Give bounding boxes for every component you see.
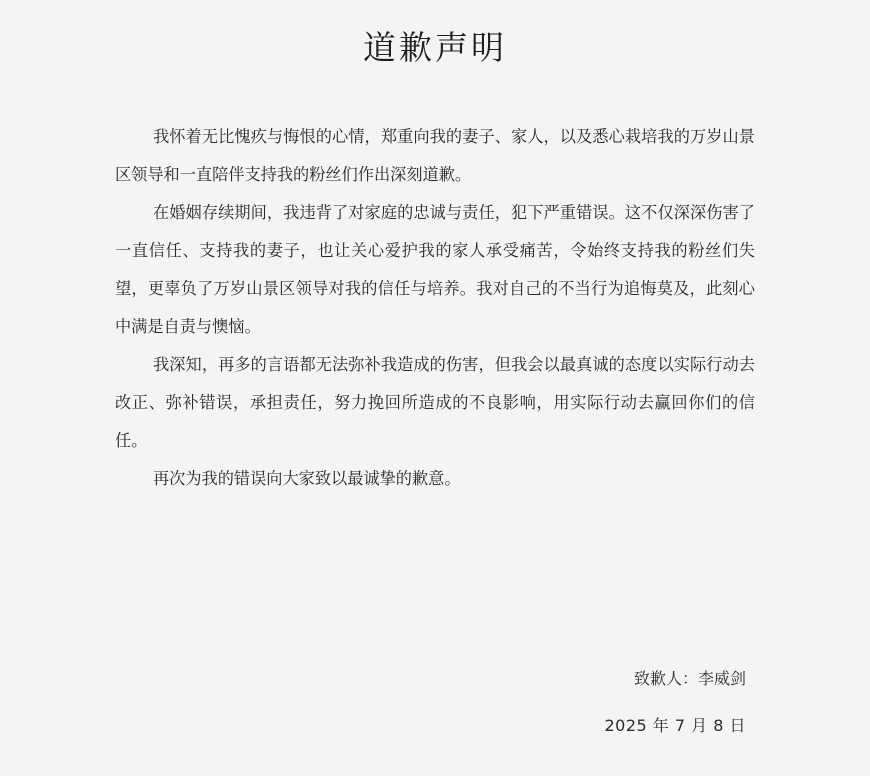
signature: 致歉人：李威剑 [633, 669, 746, 688]
document-title: 道歉声明 [363, 28, 507, 67]
paragraph: 再次为我的错误向大家致以最诚挚的歉意。 [153, 469, 461, 488]
paragraph: 我怀着无比愧疚与悔恨的心情，郑重向我的妻子、家人，以及悉心栽培我的万岁山景区领导和一直陪伴支持我的粉丝们作出深刻道歉。 [115, 127, 755, 184]
document-body [115, 118, 755, 498]
paragraph: 我深知，再多的言语都无法弥补我造成的伤害，但我会以最真诚的态度以实际行动去改正、弥补错误，承担责任，努力挽回所造成的不良影响，用实际行动去赢回你们的信任。 [115, 355, 755, 450]
document-date: 2025 年 7 月 8 日 [604, 716, 746, 735]
paragraph: 在婚姻存续期间，我违背了对家庭的忠诚与责任，犯下严重错误。这不仅深深伤害了一直信任、支持我的妻子，也让关心爱护我的家人承受痛苦，令始终支持我的粉丝们失望，更辜负了万岁山景区领导对我的信任与培养。我对自己的不当行为追悔莫及，此刻心中满是自责与懊恼。 [115, 203, 755, 336]
